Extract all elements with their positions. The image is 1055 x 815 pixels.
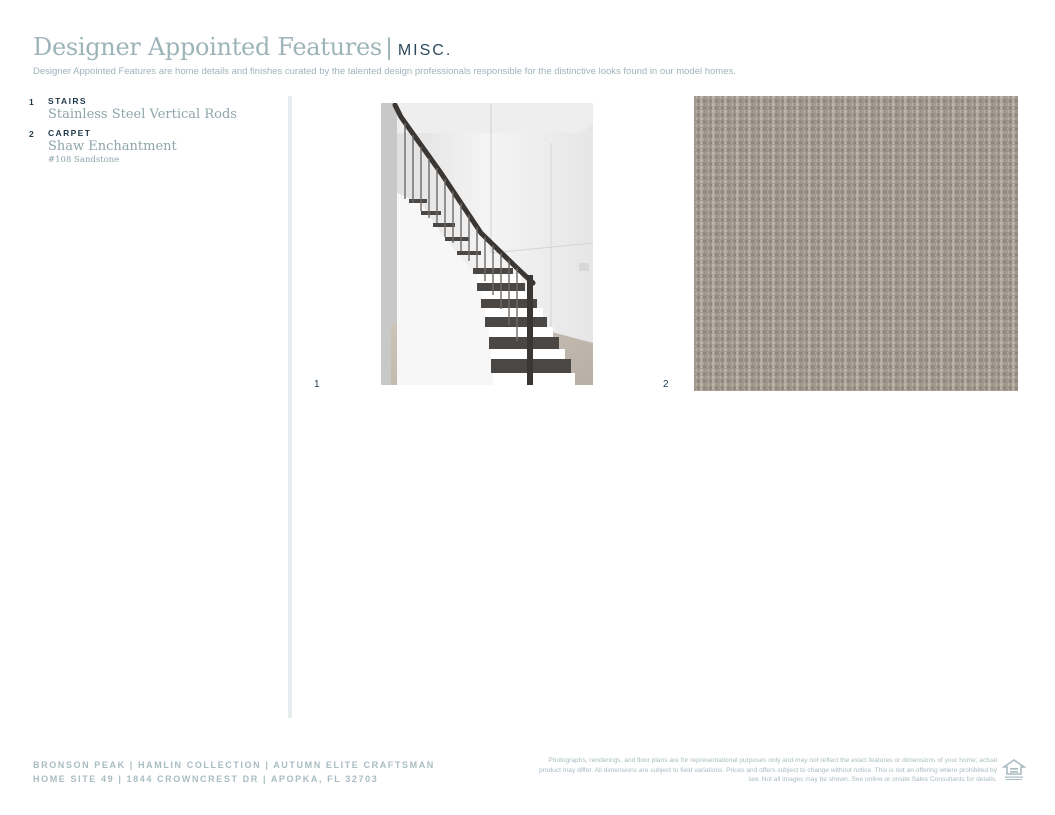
legal-disclaimer: Photographs, renderings, and floor plans are for representational purposes only and may not reflect the exact features or dimensions of your home; actual product may differ. All dimensions are subject to field variations. Prices and offers subject to change without notice. This is not an offering where prohibited by law. Not all images may be shown. See online or onsite Sales Consultants for details. xyxy=(538,757,997,783)
photo-number: 1 xyxy=(314,379,320,390)
feature-item-stairs xyxy=(29,96,279,122)
carpet-texture xyxy=(694,96,1018,391)
section-label: MISC. xyxy=(397,42,453,59)
feature-detail: #108 Sandstone xyxy=(48,155,120,165)
page-subtitle: Designer Appointed Features are home details and finishes curated by the talented design professionals responsible for the distinctive looks found in our model homes. xyxy=(33,66,736,77)
page-title xyxy=(33,33,452,62)
page-title-text: Designer Appointed Features xyxy=(33,33,382,61)
staircase-photo xyxy=(381,103,593,385)
feature-item-carpet xyxy=(29,128,279,165)
community-info xyxy=(33,758,435,786)
staircase-illustration xyxy=(381,103,593,385)
feature-name: Stainless Steel Vertical Rods xyxy=(48,107,237,122)
photo-number: 2 xyxy=(663,379,669,390)
community-line: BRONSON PEAK | HAMLIN COLLECTION | AUTUMN ELITE CRAFTSMAN xyxy=(33,760,435,770)
feature-name: Shaw Enchantment xyxy=(48,139,177,154)
vertical-divider xyxy=(288,96,292,718)
feature-list xyxy=(29,96,279,171)
feature-category: CARPET xyxy=(48,128,92,138)
address-line: HOME SITE 49 | 1844 CROWNCREST DR | APOPKA, FL 32703 xyxy=(33,774,379,784)
title-separator: | xyxy=(385,34,392,61)
carpet-swatch xyxy=(694,96,1018,391)
feature-number: 1 xyxy=(29,97,34,107)
equal-housing-opportunity-icon xyxy=(1002,758,1026,782)
feature-category: STAIRS xyxy=(48,96,87,106)
feature-number: 2 xyxy=(29,129,34,139)
